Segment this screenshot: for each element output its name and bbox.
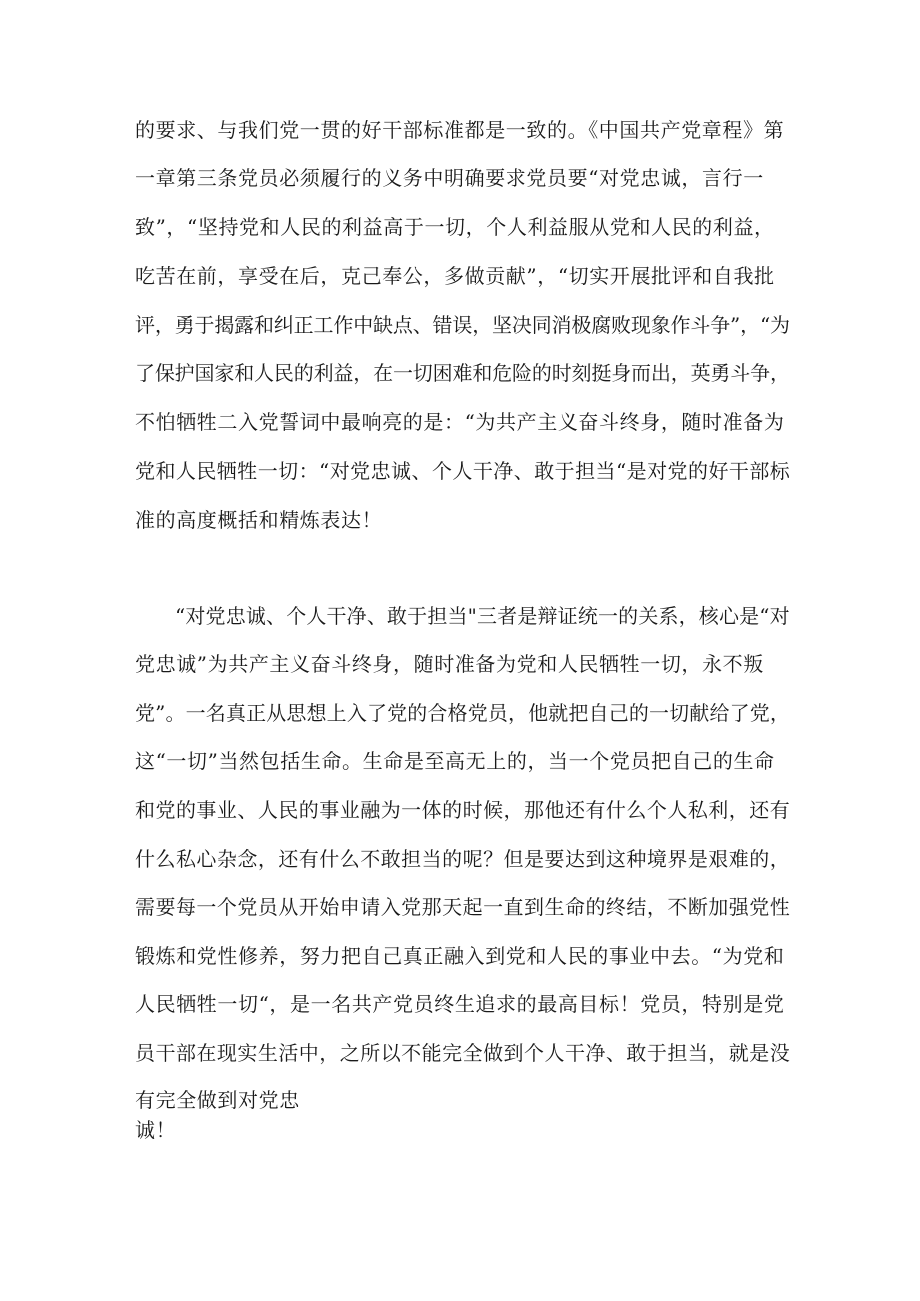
text-line: “对党忠诚、个人干净、敢于担当"三者是辩证统一的关系，核心是“对 [175, 604, 790, 628]
text-line: 吃苦在前，享受在后，克己奉公，多做贡献”，“切实开展批评和自我批 [135, 264, 775, 288]
text-line: 需要每一个党员从开始申请入党那天起一直到生命的终结，不断加强党性 [135, 895, 791, 919]
text-line: 诚！ [135, 1118, 177, 1142]
text-line: 准的高度概括和精炼表达！ [135, 508, 383, 532]
text-line: 这“一切”当然包括生命。生命是至高无上的，当一个党员把自己的生命 [135, 749, 775, 773]
text-line: 了保护国家和人民的利益，在一切困难和危险的时刻挺身而出，英勇斗争， [135, 361, 790, 385]
text-line: 党”。一名真正从思想上入了党的合格党员，他就把自己的一切献给了党， [135, 701, 791, 725]
text-line: 一章第三条党员必须履行的义务中明确要求党员要“对党忠诚，言行一 [135, 166, 764, 190]
text-line: 党和人民牺牲一切：“对党忠诚、个人干净、敢于担当“是对党的好干部标 [135, 459, 791, 483]
text-line: 党忠诚”为共产主义奋斗终身，随时准备为党和人民牺牲一切，永不叛 [135, 652, 764, 676]
text-line: 和党的事业、人民的事业融为一体的时候，那他还有什么个人私利，还有 [135, 798, 791, 822]
text-line: 有完全做到对党忠 [135, 1088, 300, 1112]
text-line: 人民牺牲一切“，是一名共产党员终生追求的最高目标！党员，特别是党 [135, 992, 785, 1016]
text-line: 员干部在现实生活中，之所以不能完全做到个人干净、敢于担当，就是没 [135, 1041, 791, 1065]
text-line: 的要求、与我们党一贯的好干部标准都是一致的。《中国共产党章程》第 [135, 118, 785, 142]
text-line: 不怕牺牲二入党誓词中最响亮的是：“为共产主义奋斗终身，随时准备为 [135, 410, 785, 434]
text-line: 评，勇于揭露和纠正工作中缺点、错误，坚决同消极腐败现象作斗争”，“为 [135, 313, 790, 337]
text-line: 致”，“坚持党和人民的利益高于一切，个人利益服从党和人民的利益， [135, 215, 775, 239]
text-line: 锻炼和党性修养，努力把自己真正融入到党和人民的事业中去。“为党和 [135, 944, 785, 968]
text-line: 什么私心杂念，还有什么不敢担当的呢？但是要达到这种境界是艰难的， [135, 847, 791, 871]
